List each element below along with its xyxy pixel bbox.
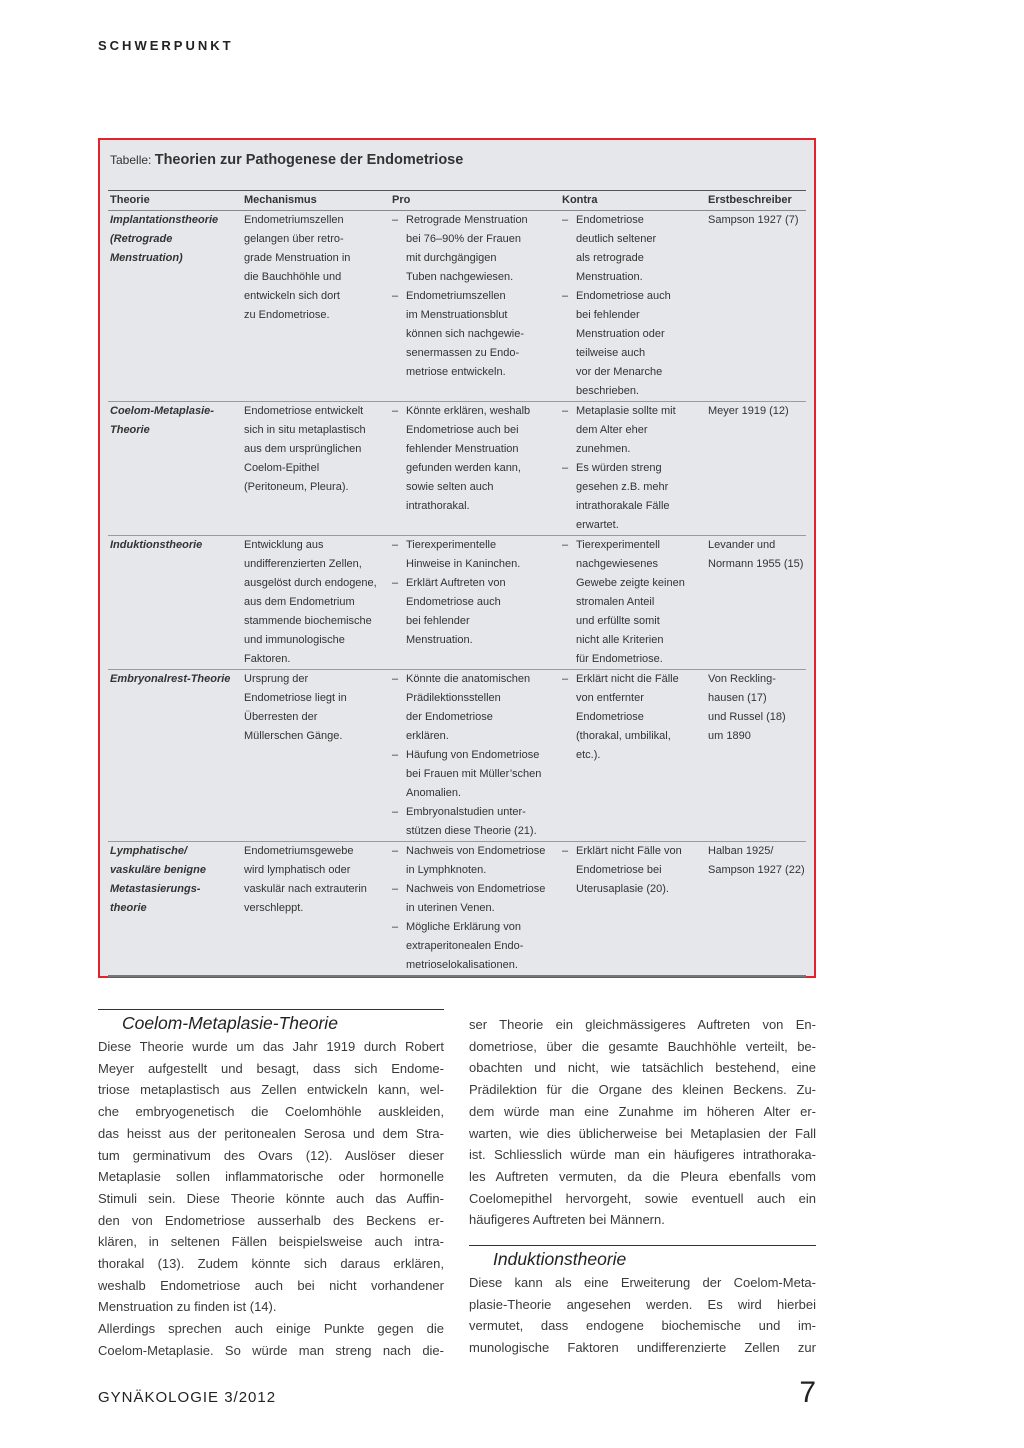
page-number: 7 (799, 1376, 816, 1409)
contra-cell (560, 536, 706, 670)
mechanism-cell-line: Coelom-Epithel (244, 462, 320, 474)
contra-cell-item (562, 459, 706, 535)
theory-table (108, 190, 806, 977)
pro-cell-item (392, 287, 560, 382)
text-line: klären, in seltenen Fällen beispielsweise auch intra- (98, 1234, 444, 1250)
pro-cell-line: Könnte erklären, weshalb (406, 405, 531, 417)
pro-cell-item (392, 918, 560, 975)
pro-cell-line: stützen diese Theorie (21). (406, 825, 537, 837)
heading-induktion: Induktionstheorie (493, 1249, 627, 1269)
left-column-rule (98, 1009, 444, 1010)
theory-table-box (98, 138, 816, 978)
text-line: munologische Faktoren undifferenzierte Zellen zur (469, 1340, 816, 1356)
section-label: SCHWERPUNKT (98, 38, 234, 53)
mechanism-cell (242, 211, 390, 402)
mechanism-cell-line: aus dem Endometrium (244, 596, 355, 608)
text-line: Menstruation zu finden ist (14). (98, 1299, 277, 1315)
contra-cell-item (562, 211, 706, 287)
dash-bullet-icon: – (392, 577, 399, 589)
pro-cell-line: in Lymphknoten. (406, 864, 487, 876)
pro-cell-line: metriose entwickeln. (406, 366, 506, 378)
pro-cell-line: Tuben nachgewiesen. (406, 271, 514, 283)
heading-coelom: Coelom-Metaplasie-Theorie (122, 1013, 338, 1033)
mechanism-cell-line: wird lymphatisch oder (244, 864, 351, 876)
contra-cell-line: für Endometriose. (576, 653, 663, 665)
text-line: weshalb Endometriose auch bei nicht vorhandener (98, 1277, 444, 1293)
pro-cell-line: erklären. (406, 730, 449, 742)
text-line: les Auftreten vermuten, da die Pleura ebenfalls vom (469, 1168, 816, 1184)
mechanism-cell-line: zu Endometriose. (244, 309, 330, 321)
pro-cell-item (392, 574, 560, 650)
dash-bullet-icon: – (562, 539, 569, 551)
theory-cell-line: (Retrograde (110, 233, 173, 245)
table-header-row (108, 191, 806, 211)
mechanism-cell (242, 670, 390, 842)
text-line: ser Theorie ein gleichmässigeres Auftreten von En- (469, 1017, 816, 1032)
mechanism-cell-line: Endometriose liegt in (244, 692, 347, 704)
theory-cell-line: Theorie (110, 424, 150, 436)
table-body (108, 211, 806, 977)
contra-cell-line: beschrieben. (576, 385, 639, 397)
pro-cell-line: bei fehlender (406, 615, 470, 627)
theory-cell (108, 211, 242, 402)
table-row (108, 536, 806, 670)
mechanism-cell (242, 842, 390, 977)
theory-cell (108, 402, 242, 536)
pro-cell-line: extraperitonealen Endo- (406, 940, 524, 952)
contra-cell-line: gesehen z.B. mehr (576, 481, 669, 493)
pro-cell-line: Hinweise in Kaninchen. (406, 558, 521, 570)
theory-cell (108, 536, 242, 670)
dash-bullet-icon: – (562, 673, 569, 685)
contra-cell-item (562, 842, 706, 899)
pro-cell (390, 670, 560, 842)
text-line: Meyer aufgestellt und besagt, dass sich Endome- (98, 1060, 444, 1076)
author-cell (706, 211, 806, 402)
contra-cell-line: Endometriose bei (576, 864, 662, 876)
text-line: obachten und nicht, wie tatsächlich bestehend, eine (469, 1060, 816, 1076)
pro-cell (390, 842, 560, 977)
table-caption (110, 152, 463, 168)
pro-cell-line: mit durchgängigen (406, 252, 497, 264)
contra-cell-line: dem Alter eher (576, 424, 648, 436)
pro-cell (390, 402, 560, 536)
author-cell-line: Levander und (708, 539, 776, 551)
contra-cell-line: als retrograde (576, 252, 644, 264)
journal-footer: GYNÄKOLOGIE 3/2012 (98, 1389, 277, 1406)
theory-cell (108, 670, 242, 842)
mechanism-cell-line: Ursprung der (244, 673, 309, 685)
text-line: Stimuli sein. Diese Theorie könnte auch das Auffin- (98, 1190, 444, 1206)
contra-cell-line: Menstruation oder (576, 328, 665, 340)
col-header-contra: Kontra (560, 191, 706, 211)
col-header-author: Erstbeschreiber (706, 191, 806, 211)
pro-cell-item (392, 670, 560, 746)
contra-cell-item (562, 402, 706, 459)
pro-cell-item (392, 536, 560, 574)
pro-cell-line: Häufung von Endometriose (406, 749, 540, 761)
theory-cell-line: Implantationstheorie (110, 214, 219, 226)
contra-cell-item (562, 670, 706, 765)
mechanism-cell-line: Überresten der (244, 711, 318, 723)
contra-cell-line: deutlich seltener (576, 233, 657, 245)
contra-cell-line: von entfernter (576, 692, 644, 704)
pro-cell-line: Erklärt Auftreten von (406, 577, 506, 589)
mechanism-cell-line: grade Menstruation in (244, 252, 351, 264)
text-line: den von Endometriose ausserhalb des Beckens er- (98, 1212, 444, 1228)
text-line: Diese kann als eine Erweiterung der Coelom-Meta- (469, 1275, 816, 1290)
right-column-text (469, 1014, 816, 1231)
col-header-theory: Theorie (108, 191, 242, 211)
mechanism-cell-line: und immunologische (244, 634, 345, 646)
contra-cell-line: nicht alle Kriterien (576, 634, 664, 646)
dash-bullet-icon: – (392, 883, 399, 895)
text-line: vermutet, dass endogene biochemische und im- (469, 1318, 816, 1334)
text-line: dometriose, über die gesamte Bauchhöhle verteilt, be- (469, 1038, 816, 1054)
contra-cell-line: Endometriose (576, 214, 644, 226)
pro-cell-line: senermassen zu Endo- (406, 347, 520, 359)
author-cell (706, 536, 806, 670)
table-caption-title: Theorien zur Pathogenese der Endometriose (154, 152, 464, 168)
pro-cell-line: in uterinen Venen. (406, 902, 495, 914)
text-line: che embryogenetisch die Coelomhöhle auskleiden, (98, 1104, 444, 1120)
mechanism-cell (242, 402, 390, 536)
contra-cell-line: Endometriose (576, 711, 644, 723)
theory-cell-line: Embryonalrest-Theorie (110, 673, 231, 685)
text-line: Metaplasie sollen inflammatorische oder hormonelle (98, 1169, 444, 1185)
theory-cell-line: Lymphatische/ (110, 845, 188, 857)
pro-cell (390, 536, 560, 670)
author-cell-line: Sampson 1927 (7) (708, 214, 799, 226)
dash-bullet-icon: – (392, 845, 399, 857)
author-cell-line: Sampson 1927 (22) (708, 864, 805, 876)
pro-cell-line: Mögliche Erklärung von (406, 921, 521, 933)
pro-cell-line: Retrograde Menstruation (406, 214, 528, 226)
text-line: tum germinativum des Ovars (12). Auslöser dieser (98, 1147, 444, 1163)
table-row (108, 211, 806, 402)
contra-cell-item (562, 536, 706, 669)
contra-cell-line: stromalen Anteil (576, 596, 655, 608)
theory-cell-line: Metastasierungs- (110, 883, 201, 895)
text-line: triose metaplastisch aus Zellen entwickeln kann, wel- (98, 1082, 444, 1098)
mechanism-cell-line: verschleppt. (244, 902, 304, 914)
theory-cell (108, 842, 242, 977)
contra-cell-line: Tierexperimentell (576, 539, 660, 551)
contra-cell-item (562, 287, 706, 401)
contra-cell (560, 670, 706, 842)
dash-bullet-icon: – (562, 214, 569, 226)
right-column-text-2 (469, 1272, 816, 1359)
pro-cell-line: fehlender Menstruation (406, 443, 519, 455)
pro-cell-line: Endometriose auch bei (406, 424, 519, 436)
pro-cell-line: Nachweis von Endometriose (406, 845, 546, 857)
contra-cell-line: Metaplasie sollte mit (576, 405, 676, 417)
mechanism-cell-line: Faktoren. (244, 653, 291, 665)
col-header-pro: Pro (390, 191, 560, 211)
contra-cell-line: bei fehlender (576, 309, 640, 321)
mechanism-cell (242, 536, 390, 670)
pro-cell-line: gefunden werden kann, (406, 462, 521, 474)
contra-cell-line: Gewebe zeigte keinen (576, 577, 685, 589)
mechanism-cell-line: (Peritoneum, Pleura). (244, 481, 349, 493)
author-cell (706, 842, 806, 977)
dash-bullet-icon: – (392, 214, 399, 226)
text-line: das heisst aus der peritonealen Serosa und dem Stra- (98, 1125, 444, 1141)
text-line: ist. Schliesslich würde man ein häufigeres intrathoraka- (469, 1147, 816, 1163)
pro-cell-line: metrioselokalisationen. (406, 959, 518, 971)
theory-cell-line: vaskuläre benigne (110, 864, 206, 876)
dash-bullet-icon: – (562, 405, 569, 417)
dash-bullet-icon: – (392, 921, 399, 933)
table-row (108, 842, 806, 977)
contra-cell-line: Erklärt nicht die Fälle (576, 673, 679, 685)
mechanism-cell-line: aus dem ursprünglichen (244, 443, 362, 455)
pro-cell-line: Tierexperimentelle (406, 539, 497, 551)
contra-cell-line: teilweise auch (576, 347, 646, 359)
theory-cell-line: Induktionstheorie (110, 539, 203, 551)
pro-cell-line: können sich nachgewie- (406, 328, 525, 340)
contra-cell-line: und erfüllte somit (576, 615, 660, 627)
mechanism-cell-line: Entwicklung aus (244, 539, 324, 551)
pro-cell-line: Menstruation. (406, 634, 473, 646)
mechanism-cell-line: stammende biochemische (244, 615, 372, 627)
pro-cell-line: bei 76–90% der Frauen (406, 233, 521, 245)
theory-cell-line: Menstruation) (110, 252, 183, 264)
pro-cell-item (392, 880, 560, 918)
dash-bullet-icon: – (562, 290, 569, 302)
text-line: thorakal (13). Zudem könnte sich daraus erklären, (98, 1256, 444, 1272)
pro-cell-item (392, 746, 560, 803)
dash-bullet-icon: – (562, 845, 569, 857)
mechanism-cell-line: Müllerschen Gänge. (244, 730, 343, 742)
theory-cell-line: theorie (110, 902, 147, 914)
dash-bullet-icon: – (392, 405, 399, 417)
author-cell-line: hausen (17) (708, 692, 767, 704)
contra-cell (560, 211, 706, 402)
text-line: häufigeres Auftreten bei Männern. (469, 1212, 665, 1228)
mechanism-cell-line: gelangen über retro- (244, 233, 344, 245)
contra-cell-line: vor der Menarche (576, 366, 663, 378)
text-line: warten, wie dies üblicherweise bei Metaplasien der Fall (469, 1125, 816, 1141)
author-cell-line: Von Reckling- (708, 673, 776, 685)
pro-cell-item (392, 803, 560, 841)
right-column-rule (469, 1245, 816, 1246)
mechanism-cell-line: Endometriose entwickelt (244, 405, 364, 417)
contra-cell (560, 842, 706, 977)
contra-cell-line: erwartet. (576, 519, 619, 531)
pro-cell-line: Nachweis von Endometriose (406, 883, 546, 895)
pro-cell (390, 211, 560, 402)
contra-cell-line: Es würden streng (576, 462, 662, 474)
contra-cell (560, 402, 706, 536)
contra-cell-line: zunehmen. (576, 443, 631, 455)
dash-bullet-icon: – (392, 749, 399, 761)
theory-cell-line: Coelom-Metaplasie- (110, 405, 214, 417)
text-line: Diese Theorie wurde um das Jahr 1919 durch Robert (98, 1039, 444, 1054)
contra-cell-line: Menstruation. (576, 271, 643, 283)
mechanism-cell-line: Endometriumsgewebe (244, 845, 354, 857)
pro-cell-line: bei Frauen mit Müller’schen (406, 768, 542, 780)
pro-cell-line: Embryonalstudien unter- (406, 806, 526, 818)
table-row (108, 670, 806, 842)
dash-bullet-icon: – (392, 806, 399, 818)
mechanism-cell-line: ausgelöst durch endogene, (244, 577, 377, 589)
author-cell (706, 402, 806, 536)
pro-cell-line: der Endometriose (406, 711, 493, 723)
dash-bullet-icon: – (392, 539, 399, 551)
author-cell-line: Meyer 1919 (12) (708, 405, 789, 417)
pro-cell-item (392, 211, 560, 287)
col-header-mechanism: Mechanismus (242, 191, 390, 211)
author-cell-line: um 1890 (708, 730, 751, 742)
pro-cell-line: im Menstruationsblut (406, 309, 508, 321)
mechanism-cell-line: sich in situ metaplastisch (244, 424, 366, 436)
left-column-text (98, 1036, 444, 1362)
dash-bullet-icon: – (562, 462, 569, 474)
pro-cell-line: sowie selten auch (406, 481, 494, 493)
text-line: plasie-Theorie angesehen werden. Es wird hierbei (469, 1296, 816, 1312)
table-row (108, 402, 806, 536)
mechanism-cell-line: entwickeln sich dort (244, 290, 340, 302)
mechanism-cell-line: vaskulär nach extrauterin (244, 883, 367, 895)
text-line: dem würde man eine Zunahme im höheren Alter er- (469, 1103, 816, 1119)
pro-cell-line: Endometriose auch (406, 596, 501, 608)
pro-cell-item (392, 402, 560, 516)
pro-cell-line: Könnte die anatomischen (406, 673, 531, 685)
author-cell-line: Normann 1955 (15) (708, 558, 804, 570)
pro-cell-line: Prädilektionsstellen (406, 692, 501, 704)
dash-bullet-icon: – (392, 673, 399, 685)
mechanism-cell-line: Endometriumszellen (244, 214, 344, 226)
text-line: Prädilektion für die Organe des kleinen Beckens. Zu- (469, 1082, 816, 1098)
text-line: Allerdings sprechen auch einige Punkte gegen die (98, 1321, 444, 1337)
pro-cell-item (392, 842, 560, 880)
mechanism-cell-line: die Bauchhöhle und (244, 271, 342, 283)
contra-cell-line: Uterusaplasie (20). (576, 883, 669, 895)
contra-cell-line: intrathorakale Fälle (576, 500, 670, 512)
dash-bullet-icon: – (392, 290, 399, 302)
text-line: Coelomepithel hervorgeht, sowie eventuell auch ein (469, 1190, 816, 1206)
contra-cell-line: Erklärt nicht Fälle von (576, 845, 682, 857)
author-cell-line: und Russel (18) (708, 711, 786, 723)
pro-cell-line: intrathorakal. (406, 500, 470, 512)
contra-cell-line: Endometriose auch (576, 290, 671, 302)
contra-cell-line: etc.). (576, 749, 601, 761)
text-line: Coelom-Metaplasie. So würde man streng nach die- (98, 1342, 444, 1358)
contra-cell-line: (thorakal, umbilikal, (576, 730, 671, 742)
pro-cell-line: Endometriumszellen (406, 290, 506, 302)
pro-cell-line: Anomalien. (406, 787, 462, 799)
contra-cell-line: nachgewiesenes (576, 558, 658, 570)
author-cell (706, 670, 806, 842)
mechanism-cell-line: undifferenzierten Zellen, (244, 558, 362, 570)
author-cell-line: Halban 1925/ (708, 845, 774, 857)
table-caption-prefix: Tabelle: (110, 153, 152, 167)
